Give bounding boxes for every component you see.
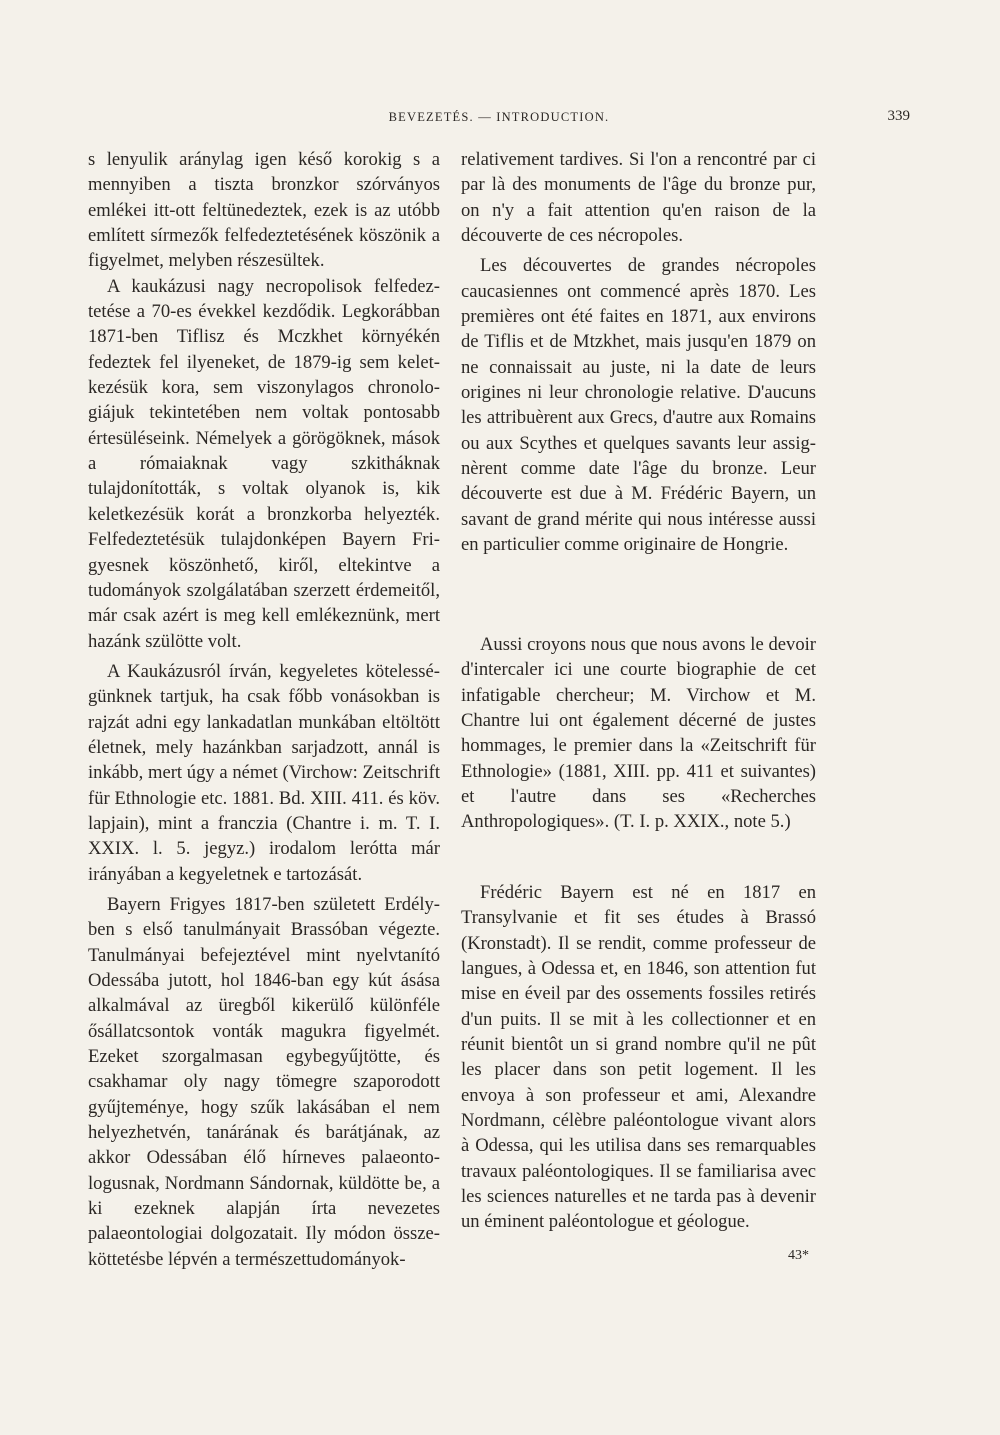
french-column <box>461 147 816 1233</box>
fr-paragraph-1: relativement tardives. Si l'on a rencontré par ci par là des monuments de l'âge du bronze pur, on n'y a fait attention qu'en raison de la découverte de ces nécropoles. <box>461 149 816 247</box>
running-title: BEVEZETÉS. — INTRODUCTION. <box>388 110 610 124</box>
fr-paragraph-3: Aussi croyons nous que nous avons le devoir d'intercaler ici une courte biographie de cet infatigable chercheur; M. Virchow et M. Chantre lui ont également décerné de justes hommages, le premier dans la «Zeitschrift für Ethnologie» (1881, XIII. pp. 411 et suivantes) et l'autre dans ses «Recherches Anthropologiques». (T. I. p. XXIX., note 5.) <box>461 634 816 833</box>
signature-mark: 43* <box>788 1248 809 1263</box>
page-number: 339 <box>887 108 910 124</box>
fr-paragraph-4: Frédéric Bayern est né en 1817 en Transylvanie et fit ses études à Brassó (Kronstadt). Il se rendit, comme professeur de langues, à Odessa et, en 1846, son attention fut mise en éveil par des ossements fossiles retirés d'un puits. Il se mit à les collectionner et en réunit bientôt un si grand nombre qu'il ne pût les placer dans son petit logement. Il les envoya à son professeur et ami, Alexandre Nordmann, célèbre paléontologue vivant alors à Odessa, qui les utilisa dans ses remarquables travaux paléontologiques. Il se familiarisa avec les sciences naturelles et ne tarda pas à devenir un éminent paléontologue et géologue. <box>461 882 816 1233</box>
hu-paragraph-3: A Kaukázusról írván, kegyeletes kötelességünknek tartjuk, ha csak főbb vonásokban is rajzát adni egy lankadatlan munkában eltöltött életnek, mely hazánkban sarjadzott, annál is inkább, mert úgy a német (Virchow: Zeitschrift für Ethnologie etc. 1881. Bd. XIII. 411. és köv. lapjain), mint a franczia (Chantre i. m. T. I. XXIX. l. 5. jegyz.) irodalom lerótta már irányában a kegyeletnek e tartozását. <box>88 660 440 885</box>
hu-paragraph-4: Bayern Frigyes 1817-ben született Erdélyben s első tanulmányait Brassóban végezte. Tanulmányai befejeztével mint nyelvtanító Odessába jutott, hol 1846-ban egy kút ásása alkalmával az üregből kikerülő különféle ősállatcsontok vonták magukra figyelmét. Ezeket szorgalmasan egybegyűjtötte, és csakhamar oly nagy tömegre szaporodott gyűjteménye, hogy szűk lakásában el nem helyezhetvén, tanárának és barátjának, az akkor Odessában élő hírneves palaeontologusnak, Nordmann Sándornak, küldötte be, a ki ezeknek alapján írta nevezetes palaeontologiai dolgozatait. Ily módon összeköttetésbe lépvén a természettudományok- <box>88 893 440 1270</box>
fr-paragraph-2: Les découvertes de grandes nécropoles caucasiennes ont commencé après 1870. Les premières ont été faites en 1871, aux environs de Tiflis et de Mtzkhet, mais jusqu'en 1879 on ne connaissait au juste, ni la date de leurs origines ni leur chronologie relative. D'aucuns les attribuèrent aux Grecs, d'autre aux Romains ou aux Scythes et quelques savants leur assignèrent comme date l'âge du bronze. Leur découverte est due à M. Frédéric Bayern, un savant de grand mérite qui nous intéresse aussi en particulier comme originaire de Hongrie. <box>461 255 816 556</box>
running-head <box>88 108 910 128</box>
hungarian-column <box>88 147 440 1272</box>
hu-paragraph-2: A kaukázusi nagy necropolisok felfedeztetése a 70-es évekkel kezdődik. Legkorábban 1871-ben Tiflisz és Mczkhet környékén fedeztek fel ilyeneket, de 1879-ig sem keletkezésük kora, sem viszonylagos chronologiájuk tekintetében nem voltak pontosabb értesüléseink. Némelyek a görögöknek, mások a rómaiaknak vagy szkitháknak tulajdonították, s voltak olyanok is, kik keletkezésük korát a bronzkorba helyezték. Felfedeztetésük tulajdonképen Bayern Frigyesnek köszönhető, kiről, eltekintve a tudományok szolgálatában szerzett érdemeitől, már csak azért is meg kell emlékeznünk, mert hazánk szülötte volt. <box>88 275 440 652</box>
hu-paragraph-1: s lenyulik aránylag igen késő korokig s a mennyiben a tiszta bronzkor szórványos emlékei itt-ott feltünedeztek, ezek is az utóbb említett sírmezők felfedeztetésének köszönik a figyelmet, melyben részesültek. <box>88 149 440 272</box>
